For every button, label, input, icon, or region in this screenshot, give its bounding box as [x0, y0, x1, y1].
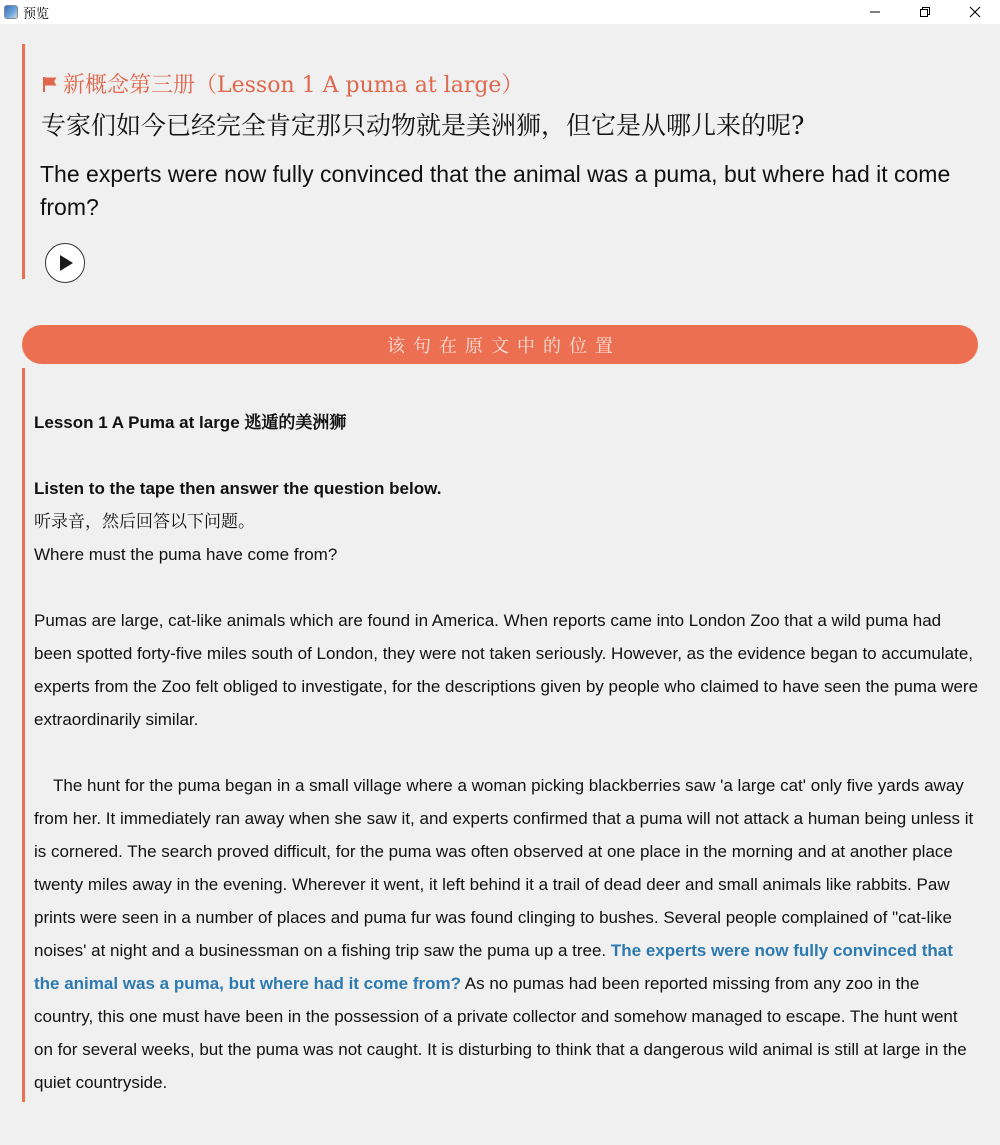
restore-button[interactable]: [900, 0, 950, 24]
title-bar: [0, 0, 1000, 24]
flag-icon: [41, 75, 59, 93]
minimize-button[interactable]: [850, 0, 900, 24]
highlighted-sentence: The experts were now fully convinced that the animal was a puma, but where had it come from?: [34, 941, 953, 993]
paragraph-2-before: The hunt for the puma began in a small village where a woman picking blackberries saw 'a large cat' only five yards away from her. It immediately ran away when she saw it, and experts confirmed that a puma will not attack a human being unless it is cornered. The search proved difficult, for the puma was often observed at one place in the morning and at another place twenty miles away in the evening. Wherever it went, it left behind it a trail of dead deer and small animals like rabbits. Paw prints were seen in a number of places and puma fur was found clinging to bushes. Several people complained of "cat-like noises' at night and a businessman on a fishing trip saw the puma up a tree.: [34, 776, 974, 960]
paragraph-2-after: As no pumas had been reported missing from any zoo in the country, this one must have been in the possession of a private collector and somehow managed to escape. The hunt went on for several weeks, but the puma was not caught. It is disturbing to think that a dangerous wild animal is still at large in the quiet countryside.: [34, 974, 967, 1092]
lesson-label: 新概念第三册（Lesson 1 A puma at large）: [63, 73, 524, 98]
window-title: 预览: [23, 5, 50, 21]
article-instruction-zh: 听录音，然后回答以下问题。: [34, 512, 255, 531]
close-button[interactable]: [950, 0, 1000, 24]
sentence-card: [22, 44, 980, 279]
play-audio-button[interactable]: [45, 243, 85, 283]
restore-icon: [919, 6, 931, 18]
position-banner-label: 该句在原文中的位置: [387, 335, 621, 357]
article-title: Lesson 1 A Puma at large 逃遁的美洲狮: [34, 413, 347, 432]
lesson-label-row: [41, 68, 523, 99]
preview-content: [0, 24, 1000, 1145]
article-paragraph-2: [34, 769, 980, 1099]
window-controls: [850, 0, 1000, 24]
minimize-icon: [869, 6, 881, 18]
article-panel: [22, 368, 980, 1102]
article-instruction: Listen to the tape then answer the question below.: [34, 479, 442, 498]
position-banner: [22, 325, 978, 364]
close-icon: [969, 6, 981, 18]
article-body: [34, 406, 980, 1099]
app-icon: [4, 5, 18, 19]
play-icon: [54, 252, 76, 274]
english-sentence: The experts were now fully convinced that the animal was a puma, but where had it come from?: [40, 161, 951, 220]
article-question: Where must the puma have come from?: [34, 545, 338, 564]
chinese-sentence: 专家们如今已经完全肯定那只动物就是美洲狮，但它是从哪儿来的呢?: [41, 111, 805, 140]
article-paragraph-1: Pumas are large, cat-like animals which are found in America. When reports came into London Zoo that a wild puma had been spotted forty-five miles south of London, they were not taken seriously. However, as the evidence began to accumulate, experts from the Zoo felt obliged to investigate, for the descriptions given by people who claimed to have seen the puma were extraordinarily similar.: [34, 611, 979, 729]
